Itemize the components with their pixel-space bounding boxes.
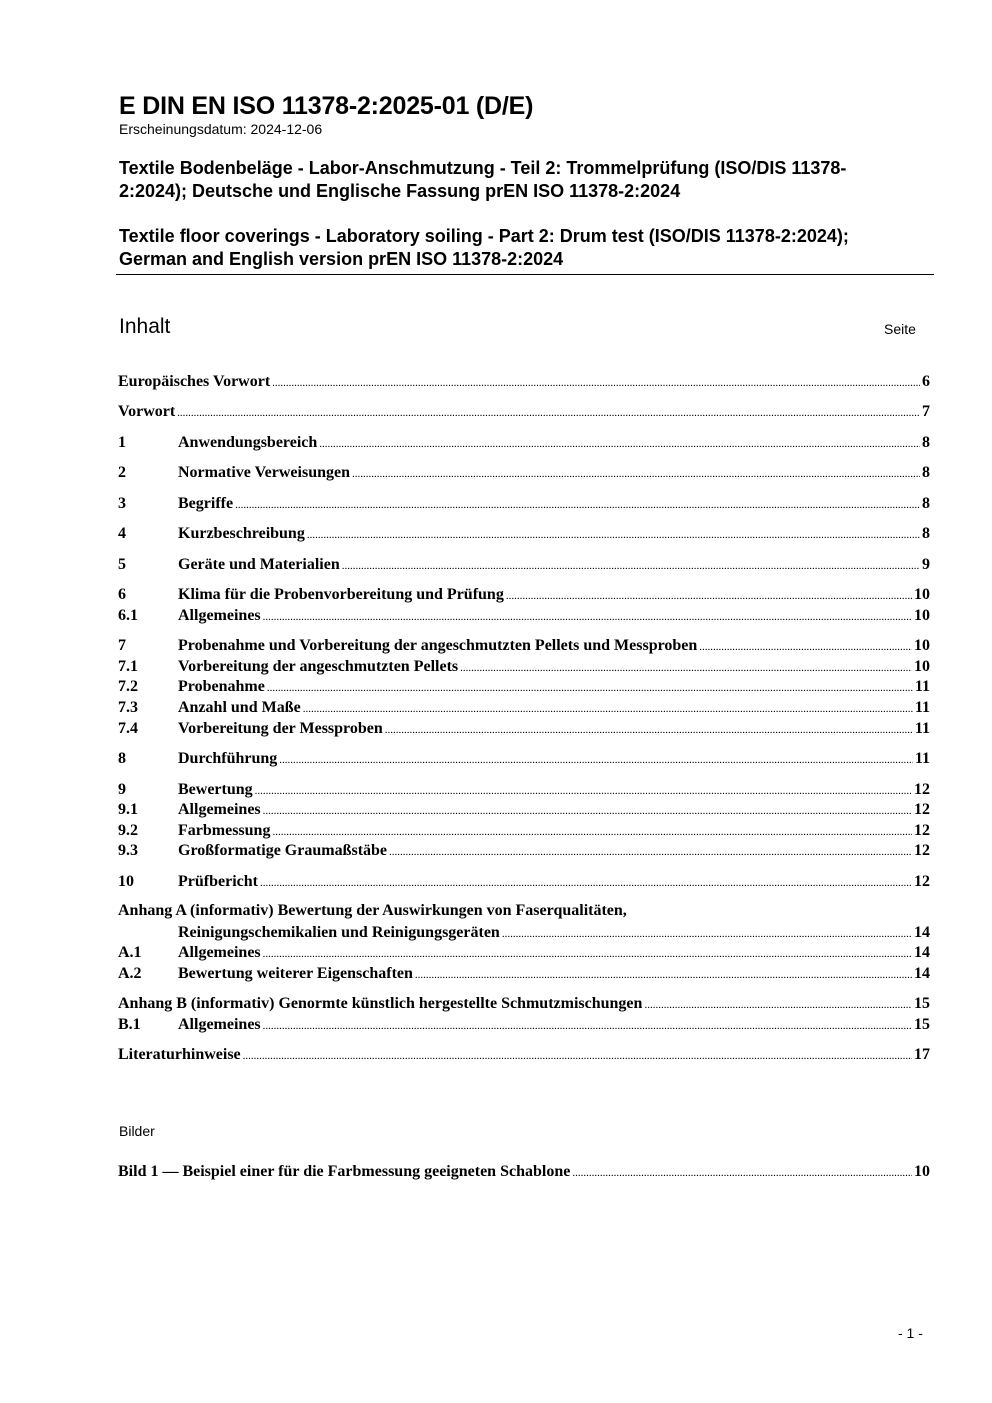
toc-entry-title: Bewertung	[178, 781, 253, 798]
toc-leader-dots	[572, 1163, 912, 1183]
toc-leader-dots	[502, 924, 912, 944]
toc-leader-dots	[177, 403, 920, 423]
toc-entry-page: 11	[914, 720, 930, 737]
toc-entry-number: 9.2	[118, 822, 138, 839]
toc-leader-dots	[389, 842, 912, 862]
toc-entry-number: 4	[118, 525, 126, 542]
toc-entry-page: 8	[922, 495, 930, 512]
toc-entry[interactable]	[118, 463, 930, 483]
toc-leader-dots	[243, 1046, 912, 1066]
toc-leader-dots	[235, 495, 920, 515]
figure-entry-page: 10	[914, 1163, 930, 1180]
toc-entry-title: Normative Verweisungen	[178, 464, 350, 481]
toc-entry-number: 1	[118, 434, 126, 451]
toc-entry[interactable]	[118, 606, 930, 626]
toc-annex-a-title[interactable]: Anhang A (informativ) Bewertung der Auswirkungen von Faserqualitäten,	[118, 902, 627, 919]
toc-entry-page: 14	[914, 965, 930, 982]
title-german: Textile Bodenbeläge - Labor-Anschmutzung - Teil 2: Trommelprüfung (ISO/DIS 11378-2:2024); Deutsche und Englische Fassung prEN ISO 11378-2:2024	[119, 158, 847, 201]
toc-entry-title: Großformatige Graumaßstäbe	[178, 842, 388, 859]
toc-leader-dots	[263, 944, 912, 964]
toc-entry-number: 9	[118, 781, 126, 798]
figures-heading: Bilder	[119, 1123, 155, 1139]
toc-leader-dots	[352, 464, 920, 484]
toc-entry-page: 12	[914, 842, 930, 859]
toc-leader-dots	[263, 607, 912, 627]
toc-entry-number: 8	[118, 750, 126, 767]
toc-entry-page: 8	[922, 525, 930, 542]
toc-entry[interactable]	[118, 494, 930, 514]
toc-entry-title: Allgemeines	[178, 944, 261, 961]
publication-date: Erscheinungsdatum: 2024-12-06	[119, 121, 323, 137]
toc-entry-number: 5	[118, 556, 126, 573]
toc-leader-dots	[263, 1016, 912, 1036]
toc-leader-dots	[699, 637, 912, 657]
toc-entry-page: 14	[914, 944, 930, 961]
toc-leader-dots	[644, 995, 912, 1015]
toc-entry-number: 7.4	[118, 720, 138, 737]
toc-entry-number: 6	[118, 586, 126, 603]
toc-entry-page: 10	[914, 607, 930, 624]
toc-entry-page: 11	[914, 699, 930, 716]
toc-entry[interactable]	[118, 780, 930, 800]
toc-entry-page: 10	[914, 637, 930, 654]
toc-entry-page: 8	[922, 434, 930, 451]
toc-entry-number: 10	[118, 873, 134, 890]
toc-entry-number: 9.1	[118, 801, 138, 818]
toc-entry-number: A.1	[118, 944, 142, 961]
toc-entry-title: Vorbereitung der angeschmutzten Pellets	[178, 658, 459, 675]
toc-leader-dots	[385, 720, 913, 740]
toc-leader-dots	[263, 801, 912, 821]
toc-entry-annex-a[interactable]	[118, 923, 930, 943]
toc-entry-page: 11	[914, 750, 930, 767]
toc-entry[interactable]	[118, 555, 930, 575]
toc-entry[interactable]	[118, 719, 930, 739]
toc-entry-number: 7.2	[118, 678, 138, 695]
toc-leader-dots	[307, 525, 920, 545]
toc-entry[interactable]	[118, 821, 930, 841]
toc-entry-title: Durchführung	[178, 750, 278, 767]
toc-entry[interactable]	[118, 585, 930, 605]
toc-entry[interactable]	[118, 1015, 930, 1035]
toc-leader-dots	[415, 965, 912, 985]
toc-entry[interactable]	[118, 698, 930, 718]
toc-entry[interactable]	[118, 749, 930, 769]
toc-entry-title: Kurzbeschreibung	[178, 525, 305, 542]
toc-leader-dots	[272, 822, 912, 842]
toc-leader-dots	[255, 781, 912, 801]
toc-entry[interactable]	[118, 372, 930, 392]
toc-entry-number: 7.3	[118, 699, 138, 716]
toc-entry-title: Bewertung weiterer Eigenschaften	[178, 965, 413, 982]
toc-entry-page: 17	[914, 1046, 930, 1063]
toc-entry-page: 12	[914, 873, 930, 890]
toc-heading: Inhalt	[119, 315, 171, 338]
toc-entry-title: Literaturhinweise	[118, 1046, 241, 1063]
toc-leader-dots	[260, 873, 912, 893]
toc-entry-page: 11	[914, 678, 930, 695]
toc-entry-number: 7	[118, 637, 126, 654]
toc-entry-title: Klima für die Probenvorbereitung und Prüfung	[178, 586, 504, 603]
toc-entry-number: B.1	[118, 1016, 141, 1033]
toc-leader-dots	[272, 373, 920, 393]
toc-leader-dots	[319, 434, 920, 454]
toc-leader-dots	[279, 750, 913, 770]
toc-entry-title: Anzahl und Maße	[178, 699, 301, 716]
toc-entry-page: 14	[914, 924, 930, 941]
toc-entry-page: 10	[914, 586, 930, 603]
toc-entry[interactable]	[118, 872, 930, 892]
document-number: E DIN EN ISO 11378-2:2025-01 (D/E)	[119, 92, 534, 120]
toc-entry-title: Farbmessung	[178, 822, 271, 839]
figure-entry-title: Bild 1 — Beispiel einer für die Farbmessung geeigneten Schablone	[118, 1163, 571, 1180]
toc-entry-title: Vorwort	[118, 403, 176, 420]
toc-entry[interactable]	[118, 800, 930, 820]
toc-leader-dots	[460, 658, 912, 678]
document-header	[119, 91, 934, 271]
toc-entry-page: 15	[914, 995, 930, 1012]
toc-entry-title: Allgemeines	[178, 607, 261, 624]
figure-entry[interactable]	[118, 1162, 930, 1182]
page-number: - 1 -	[898, 1325, 923, 1341]
toc-entry-bibliography[interactable]	[118, 1045, 930, 1065]
toc-entry-number: 7.1	[118, 658, 138, 675]
toc-leader-dots	[342, 556, 920, 576]
toc-entry-number: 2	[118, 464, 126, 481]
toc-entry[interactable]	[118, 943, 930, 963]
toc-entry-title: Anwendungsbereich	[178, 434, 318, 451]
toc-entry-title: Probenahme und Vorbereitung der angeschmutzten Pellets und Messproben	[178, 637, 698, 654]
toc-leader-dots	[267, 678, 913, 698]
toc-entry-page: 12	[914, 822, 930, 839]
toc-entry[interactable]	[118, 841, 930, 861]
toc-entry-title: Allgemeines	[178, 1016, 261, 1033]
toc-entry-title: Geräte und Materialien	[178, 556, 340, 573]
toc-entry-title: Allgemeines	[178, 801, 261, 818]
toc-entry-title: Prüfbericht	[178, 873, 258, 890]
toc-entry-title: Begriffe	[178, 495, 234, 512]
toc-entry-title: Anhang B (informativ) Genormte künstlich hergestellte Schmutzmischungen	[118, 995, 643, 1012]
toc-leader-dots	[303, 699, 913, 719]
toc-entry-title: Probenahme	[178, 678, 265, 695]
toc-entry-title: Vorbereitung der Messproben	[178, 720, 383, 737]
toc-entry[interactable]	[118, 433, 930, 453]
toc-entry-page: 9	[922, 556, 930, 573]
toc-entry[interactable]	[118, 636, 930, 656]
toc-entry-page: 7	[922, 403, 930, 420]
toc-entry[interactable]	[118, 524, 930, 544]
toc-page-label: Seite	[884, 321, 916, 337]
title-english: Textile floor coverings - Laboratory soiling - Part 2: Drum test (ISO/DIS 11378-2:2024); German and English version prEN ISO 11378-2:2024	[119, 226, 849, 269]
toc-entry-page: 12	[914, 781, 930, 798]
toc-entry-annex-b[interactable]	[118, 994, 930, 1014]
header-divider	[116, 274, 934, 275]
toc-entry-title: Reinigungschemikalien und Reinigungsgeräten	[178, 924, 500, 941]
toc-entry-page: 10	[914, 658, 930, 675]
toc-leader-dots	[506, 586, 912, 606]
toc-entry[interactable]	[118, 402, 930, 422]
toc-entry[interactable]	[118, 657, 930, 677]
toc-entry-page: 8	[922, 464, 930, 481]
toc-entry-title: Europäisches Vorwort	[118, 373, 271, 390]
toc-entry-page: 12	[914, 801, 930, 818]
toc-entry[interactable]	[118, 677, 930, 697]
toc-entry-number: 3	[118, 495, 126, 512]
toc-entry-page: 6	[922, 373, 930, 390]
toc-entry-number: 9.3	[118, 842, 138, 859]
toc-entry-number: A.2	[118, 965, 142, 982]
toc-entry-number: 6.1	[118, 607, 138, 624]
toc-entry[interactable]	[118, 964, 930, 984]
toc-entry-page: 15	[914, 1016, 930, 1033]
